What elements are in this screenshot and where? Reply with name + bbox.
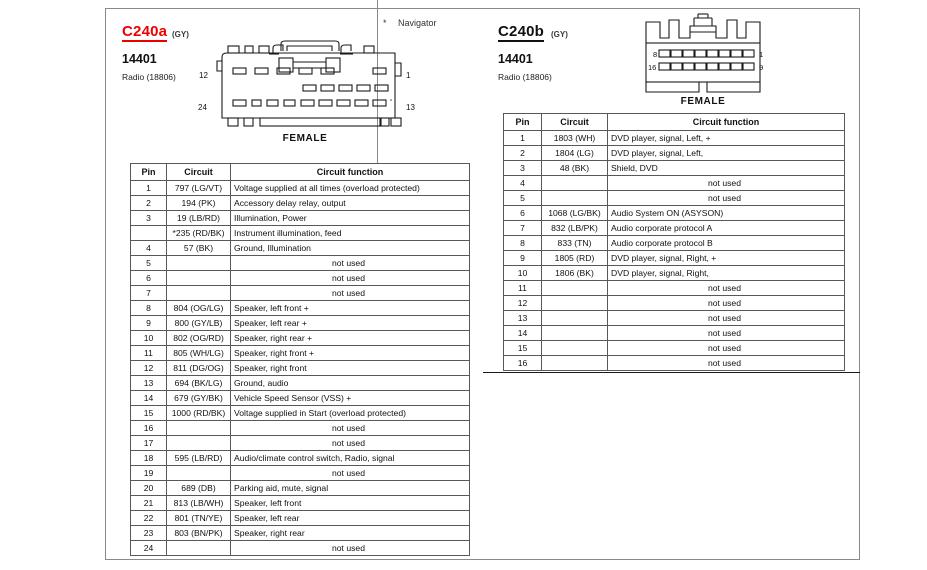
cell-circuit: 1804 (LG) <box>542 146 608 161</box>
table-row <box>504 341 845 356</box>
cell-circuit-function: not used <box>608 311 845 326</box>
cell-circuit <box>542 311 608 326</box>
connector-id-c240a: C240a <box>122 23 168 40</box>
cell-circuit-function: Audio System ON (ASYSON) <box>608 206 845 221</box>
connector-gender-c240b: FEMALE <box>680 96 726 107</box>
connector-color-code-c240a: (GY) <box>172 30 189 39</box>
cell-circuit-function: Ground, Illumination <box>231 241 470 256</box>
cell-circuit: 595 (LB/RD) <box>167 451 231 466</box>
table-row <box>504 266 845 281</box>
cell-circuit-function: Speaker, right front <box>231 361 470 376</box>
connector-description-c240a: Radio (18806) <box>122 72 176 82</box>
cell-circuit-function: Speaker, right rear <box>231 526 470 541</box>
cell-circuit-function: Speaker, right rear + <box>231 331 470 346</box>
cell-circuit: 1068 (LG/BK) <box>542 206 608 221</box>
table-row <box>131 391 470 406</box>
column-header-circuit: Circuit <box>542 114 608 131</box>
cell-circuit <box>167 271 231 286</box>
table-row <box>504 356 845 371</box>
cell-pin: 3 <box>131 211 167 226</box>
cell-circuit-function: Ground, audio <box>231 376 470 391</box>
cell-pin: 5 <box>131 256 167 271</box>
cell-circuit: 797 (LG/VT) <box>167 181 231 196</box>
cell-pin: 8 <box>504 236 542 251</box>
cell-circuit: 803 (BN/PK) <box>167 526 231 541</box>
cell-circuit: 689 (DB) <box>167 481 231 496</box>
table-row <box>131 421 470 436</box>
cell-circuit-function: not used <box>608 341 845 356</box>
cell-circuit-function: Vehicle Speed Sensor (VSS) + <box>231 391 470 406</box>
cell-circuit-function: not used <box>231 256 470 271</box>
cell-pin: 20 <box>131 481 167 496</box>
cell-pin: 22 <box>131 511 167 526</box>
cell-circuit <box>542 356 608 371</box>
cell-circuit-function: not used <box>608 191 845 206</box>
cell-pin: 21 <box>131 496 167 511</box>
table-row <box>131 511 470 526</box>
pin-label-c240a-top-left: 12 <box>199 71 208 80</box>
cell-circuit-function: not used <box>608 356 845 371</box>
cell-circuit: 19 (LB/RD) <box>167 211 231 226</box>
cell-pin: 1 <box>131 181 167 196</box>
cell-circuit-function: DVD player, signal, Left, + <box>608 131 845 146</box>
cell-circuit-function: not used <box>608 281 845 296</box>
cell-circuit: 679 (GY/BK) <box>167 391 231 406</box>
cell-circuit <box>167 286 231 301</box>
column-header-circuit-function: Circuit function <box>231 164 470 181</box>
cell-pin: 12 <box>131 361 167 376</box>
cell-circuit: 57 (BK) <box>167 241 231 256</box>
cell-pin: 4 <box>504 176 542 191</box>
table-row <box>131 241 470 256</box>
table-row <box>504 161 845 176</box>
cell-circuit <box>542 281 608 296</box>
cell-pin: 3 <box>504 161 542 176</box>
cell-circuit: 802 (OG/RD) <box>167 331 231 346</box>
cell-circuit-function: not used <box>231 466 470 481</box>
cell-circuit-function: DVD player, signal, Right, + <box>608 251 845 266</box>
table-row <box>504 206 845 221</box>
cell-pin: 7 <box>504 221 542 236</box>
table-row <box>504 236 845 251</box>
table-row <box>131 331 470 346</box>
column-header-circuit: Circuit <box>167 164 231 181</box>
cell-circuit <box>542 191 608 206</box>
table-row <box>504 191 845 206</box>
cell-circuit <box>167 436 231 451</box>
cell-circuit: 694 (BK/LG) <box>167 376 231 391</box>
cell-circuit <box>542 326 608 341</box>
connector-color-code-c240b: (GY) <box>551 30 568 39</box>
cell-pin: 11 <box>131 346 167 361</box>
cell-circuit-function: not used <box>231 271 470 286</box>
pinout-table-c240a <box>130 163 470 556</box>
cell-circuit: 804 (OG/LG) <box>167 301 231 316</box>
cell-pin: 18 <box>131 451 167 466</box>
cell-circuit-function: not used <box>608 176 845 191</box>
cell-circuit: *235 (RD/BK) <box>167 226 231 241</box>
cell-pin: 7 <box>131 286 167 301</box>
cell-pin: 11 <box>504 281 542 296</box>
pin-label-c240a-bottom-left: 24 <box>198 103 207 112</box>
cell-pin: 9 <box>504 251 542 266</box>
cell-circuit-function: Accessory delay relay, output <box>231 196 470 211</box>
cell-circuit-function: Parking aid, mute, signal <box>231 481 470 496</box>
cell-circuit: 832 (LB/PK) <box>542 221 608 236</box>
cell-circuit: 800 (GY/LB) <box>167 316 231 331</box>
cell-pin: 10 <box>504 266 542 281</box>
connector-part-number-c240a: 14401 <box>122 52 157 66</box>
footnote-label: Navigator <box>398 18 437 28</box>
cell-circuit: 805 (WH/LG) <box>167 346 231 361</box>
cell-circuit-function: Instrument illumination, feed <box>231 226 470 241</box>
connector-gender-c240a: FEMALE <box>282 133 328 144</box>
cell-pin: 9 <box>131 316 167 331</box>
table-row <box>131 301 470 316</box>
table-row <box>131 196 470 211</box>
column-header-pin: Pin <box>504 114 542 131</box>
cell-pin: 14 <box>131 391 167 406</box>
table-row <box>131 316 470 331</box>
cell-pin: 15 <box>131 406 167 421</box>
table-row <box>131 271 470 286</box>
cell-pin: 24 <box>131 541 167 556</box>
pin-label-c240b-top-left: 8 <box>653 50 658 59</box>
pin-label-c240a-bottom-right: 13 <box>406 103 415 112</box>
pinout-table-body-c240b <box>504 131 845 371</box>
cell-circuit: 1803 (WH) <box>542 131 608 146</box>
table-row <box>131 436 470 451</box>
cell-circuit-function: Illumination, Power <box>231 211 470 226</box>
cell-circuit-function: DVD player, signal, Left, <box>608 146 845 161</box>
cell-circuit: 813 (LB/WH) <box>167 496 231 511</box>
connector-drawing-c240a <box>195 40 420 136</box>
cell-pin: 13 <box>131 376 167 391</box>
table-header-row <box>131 164 470 181</box>
cell-pin <box>131 226 167 241</box>
cell-circuit: 194 (PK) <box>167 196 231 211</box>
cell-circuit-function: Speaker, left front <box>231 496 470 511</box>
cell-circuit <box>542 341 608 356</box>
table-row <box>504 311 845 326</box>
cell-circuit-function: Voltage supplied at all times (overload protected) <box>231 181 470 196</box>
cell-pin: 6 <box>131 271 167 286</box>
cell-pin: 10 <box>131 331 167 346</box>
table-row <box>131 526 470 541</box>
cell-circuit: 1000 (RD/BK) <box>167 406 231 421</box>
column-header-circuit-function: Circuit function <box>608 114 845 131</box>
cell-pin: 17 <box>131 436 167 451</box>
cell-circuit <box>167 256 231 271</box>
cell-circuit: 833 (TN) <box>542 236 608 251</box>
pinout-table-body-c240a <box>131 181 470 556</box>
table-row <box>131 481 470 496</box>
cell-circuit <box>542 176 608 191</box>
cell-circuit <box>167 421 231 436</box>
cell-circuit-function: DVD player, signal, Right, <box>608 266 845 281</box>
table-row <box>504 131 845 146</box>
pin-label-c240a-top-right: 1 <box>406 71 411 80</box>
cell-pin: 16 <box>504 356 542 371</box>
cell-circuit-function: not used <box>231 436 470 451</box>
cell-circuit: 1805 (RD) <box>542 251 608 266</box>
table-row <box>131 211 470 226</box>
table-row <box>131 466 470 481</box>
connector-id-c240b: C240b <box>498 23 545 40</box>
cell-circuit-function: Audio/climate control switch, Radio, signal <box>231 451 470 466</box>
table-row <box>504 146 845 161</box>
table-row <box>504 326 845 341</box>
cell-pin: 15 <box>504 341 542 356</box>
table-header-row <box>504 114 845 131</box>
connector-description-c240b: Radio (18806) <box>498 72 552 82</box>
cell-circuit <box>167 541 231 556</box>
cell-pin: 2 <box>131 196 167 211</box>
table-row <box>504 176 845 191</box>
table-row <box>504 221 845 236</box>
table-row <box>131 376 470 391</box>
cell-pin: 13 <box>504 311 542 326</box>
table-row <box>131 496 470 511</box>
table-row <box>131 361 470 376</box>
pin-label-c240b-bottom-right: 9 <box>759 63 764 72</box>
cell-pin: 14 <box>504 326 542 341</box>
table-row <box>131 256 470 271</box>
cell-circuit-function: Audio corporate protocol B <box>608 236 845 251</box>
cell-circuit: 801 (TN/YE) <box>167 511 231 526</box>
table-row <box>504 281 845 296</box>
table-row <box>504 251 845 266</box>
cell-circuit-function: Speaker, left front + <box>231 301 470 316</box>
cell-circuit-function: Voltage supplied in Start (overload protected) <box>231 406 470 421</box>
table-row <box>131 541 470 556</box>
cell-circuit-function: not used <box>231 541 470 556</box>
cell-circuit-function: not used <box>231 421 470 436</box>
pin-label-c240b-bottom-left: 16 <box>648 63 657 72</box>
table-row <box>131 406 470 421</box>
footnote-star: * <box>383 18 387 28</box>
cell-pin: 16 <box>131 421 167 436</box>
cell-pin: 12 <box>504 296 542 311</box>
cell-pin: 2 <box>504 146 542 161</box>
table-row <box>131 286 470 301</box>
cell-pin: 8 <box>131 301 167 316</box>
cell-pin: 23 <box>131 526 167 541</box>
pinout-table-c240b <box>503 113 845 371</box>
cell-pin: 6 <box>504 206 542 221</box>
cell-circuit: 1806 (BK) <box>542 266 608 281</box>
table-row <box>131 226 470 241</box>
cell-pin: 19 <box>131 466 167 481</box>
cell-circuit-function: Audio corporate protocol A <box>608 221 845 236</box>
cell-circuit: 48 (BK) <box>542 161 608 176</box>
cell-circuit-function: not used <box>608 326 845 341</box>
table-row <box>504 296 845 311</box>
column-header-pin: Pin <box>131 164 167 181</box>
cell-circuit-function: Shield, DVD <box>608 161 845 176</box>
cell-circuit <box>167 466 231 481</box>
cell-circuit <box>542 296 608 311</box>
cell-circuit-function: not used <box>608 296 845 311</box>
cell-pin: 1 <box>504 131 542 146</box>
table-row <box>131 346 470 361</box>
cell-circuit-function: not used <box>231 286 470 301</box>
cell-pin: 5 <box>504 191 542 206</box>
cell-circuit: 811 (DG/OG) <box>167 361 231 376</box>
cell-pin: 4 <box>131 241 167 256</box>
cell-circuit-function: Speaker, right front + <box>231 346 470 361</box>
table-row <box>131 451 470 466</box>
cell-circuit-function: Speaker, left rear <box>231 511 470 526</box>
cell-circuit-function: Speaker, left rear + <box>231 316 470 331</box>
table-row <box>131 181 470 196</box>
connector-part-number-c240b: 14401 <box>498 52 533 66</box>
pin-label-c240b-top-right: 1 <box>759 50 764 59</box>
